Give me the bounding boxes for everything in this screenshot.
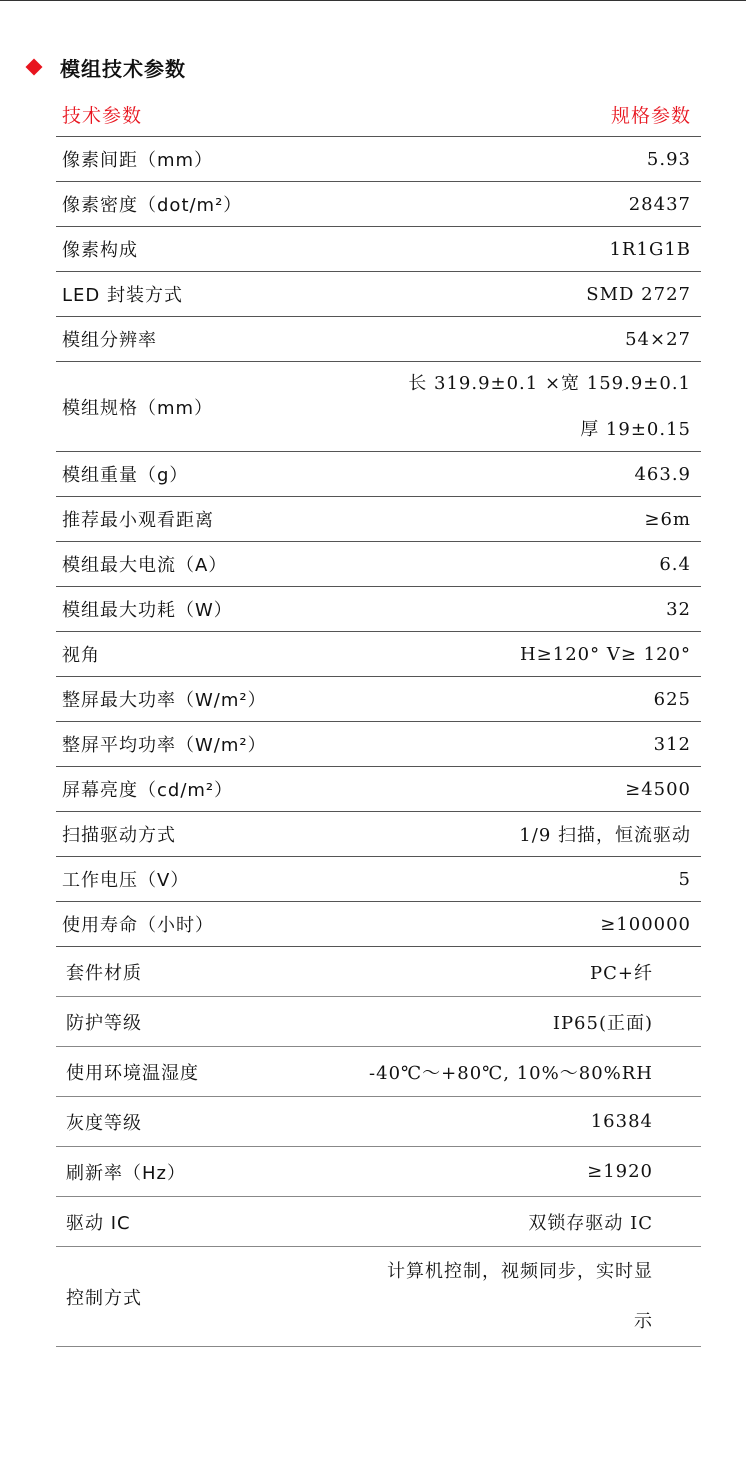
table-row xyxy=(56,1097,701,1147)
row-value: 625 xyxy=(653,688,691,710)
row-label: LED 封装方式 xyxy=(62,285,183,306)
row-value: ≥6m xyxy=(644,508,691,530)
row-label: 控制方式 xyxy=(66,1287,142,1309)
row-value: 28437 xyxy=(628,193,691,215)
row-value: 32 xyxy=(666,598,691,620)
row-value: ≥100000 xyxy=(600,913,691,935)
row-label: 像素间距（mm） xyxy=(62,150,214,171)
row-value xyxy=(387,1247,653,1347)
row-value xyxy=(408,361,691,453)
table-row xyxy=(56,632,701,677)
row-label: 推荐最小观看距离 xyxy=(62,510,214,531)
row-label: 模组分辨率 xyxy=(62,330,157,351)
table-header xyxy=(56,93,701,137)
table-row xyxy=(56,947,701,997)
row-label: 整屏最大功率（W/m²） xyxy=(62,690,267,711)
table-row xyxy=(56,1147,701,1197)
row-label: 驱动 IC xyxy=(66,1212,131,1234)
row-label: 模组最大功耗（W） xyxy=(62,600,233,621)
row-value: 463.9 xyxy=(634,463,691,485)
table-row xyxy=(56,812,701,857)
row-label: 整屏平均功率（W/m²） xyxy=(62,735,267,756)
header-left: 技术参数 xyxy=(62,105,143,127)
row-label: 灰度等级 xyxy=(66,1112,142,1134)
table-row xyxy=(56,227,701,272)
row-value: 6.4 xyxy=(659,553,691,575)
row-value: 312 xyxy=(653,733,691,755)
row-value: IP65(正面) xyxy=(552,1012,653,1034)
row-label: 使用寿命（小时） xyxy=(62,915,214,936)
row-value: 54×27 xyxy=(625,328,691,350)
row-value: SMD 2727 xyxy=(586,283,691,305)
row-label: 防护等级 xyxy=(66,1012,142,1034)
row-label: 工作电压（V） xyxy=(62,870,190,891)
table-row xyxy=(56,182,701,227)
table-row xyxy=(56,272,701,317)
row-label: 模组重量（g） xyxy=(62,465,189,486)
row-value: ≥1920 xyxy=(587,1161,653,1182)
row-value: H≥120° V≥ 120° xyxy=(519,643,691,665)
row-value: 5.93 xyxy=(646,148,691,170)
row-label: 模组规格（mm） xyxy=(62,397,214,419)
table-row xyxy=(56,1197,701,1247)
table-row xyxy=(56,317,701,362)
row-label: 模组最大电流（A） xyxy=(62,555,228,576)
table-row xyxy=(56,677,701,722)
row-label: 像素构成 xyxy=(62,240,138,261)
row-value: ≥4500 xyxy=(625,778,691,800)
spec-table xyxy=(56,93,701,1347)
table-row xyxy=(56,767,701,812)
row-label: 使用环境温湿度 xyxy=(66,1062,199,1084)
table-row xyxy=(56,452,701,497)
table-row xyxy=(56,542,701,587)
table-row xyxy=(56,362,701,452)
row-value: 16384 xyxy=(590,1111,653,1132)
table-row xyxy=(56,137,701,182)
table-row xyxy=(56,1047,701,1097)
top-divider xyxy=(0,0,746,1)
row-label: 视角 xyxy=(62,645,100,666)
table-row xyxy=(56,1247,701,1347)
row-value: -40℃～+80℃, 10%～80%RH xyxy=(369,1062,653,1084)
section-heading xyxy=(24,52,186,82)
row-value: 1R1G1B xyxy=(609,238,691,260)
row-value-line: 计算机控制，视频同步，实时显 xyxy=(387,1260,653,1282)
table-row xyxy=(56,497,701,542)
diamond-bullet-icon xyxy=(26,59,43,76)
row-label: 扫描驱动方式 xyxy=(62,825,176,846)
row-label: 屏幕亮度（cd/m²） xyxy=(62,780,234,801)
table-row xyxy=(56,997,701,1047)
table-row xyxy=(56,722,701,767)
row-value-line: 示 xyxy=(634,1310,653,1332)
row-value: 5 xyxy=(678,868,691,890)
section-title: 模组技术参数 xyxy=(60,56,186,81)
row-value: 1/9 扫描，恒流驱动 xyxy=(519,825,691,846)
row-value: 双锁存驱动 IC xyxy=(528,1212,653,1234)
header-right: 规格参数 xyxy=(610,105,691,127)
row-value-line: 长 319.9±0.1 ×宽 159.9±0.1 xyxy=(408,372,691,394)
row-label: 套件材质 xyxy=(66,962,142,984)
table-row xyxy=(56,857,701,902)
row-value-line: 厚 19±0.15 xyxy=(580,418,691,440)
row-label: 像素密度（dot/m²） xyxy=(62,195,243,216)
table-row xyxy=(56,587,701,632)
row-value: PC+纤 xyxy=(590,962,653,984)
table-row xyxy=(56,902,701,947)
row-label: 刷新率（Hz） xyxy=(66,1162,186,1184)
